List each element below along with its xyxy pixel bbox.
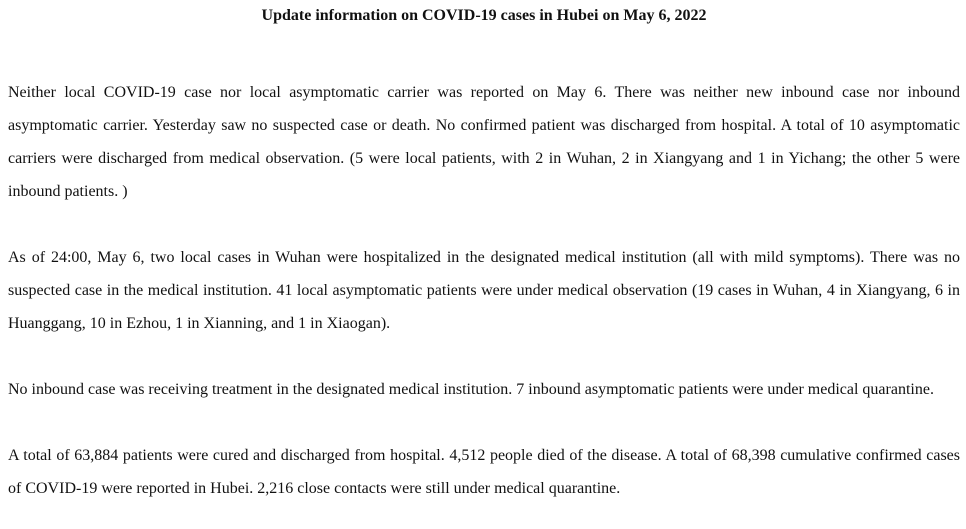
paragraph-cumulative-totals: A total of 63,884 patients were cured and discharged from hospital. 4,512 people died of the disease. A total of 68,398 cumulative confirmed cases of COVID-19 were reported in Hubei. 2,216 close contacts were still under medical quarantine. (8, 447, 960, 497)
paragraph-inbound-status: No inbound case was receiving treatment in the designated medical institution. 7 inbound asymptomatic patients were under medical quarantine. (8, 381, 934, 398)
paragraph-daily-report: Neither local COVID-19 case nor local asymptomatic carrier was reported on May 6. There was neither new inbound case nor inbound asymptomatic carrier. Yesterday saw no suspected case or death. No confirmed patient was discharged from hospital. A total of 10 asymptomatic carriers were discharged from medical observation. (5 were local patients, with 2 in Wuhan, 2 in Xiangyang and 1 in Yichang; the other 5 were inbound patients. ) (8, 84, 960, 200)
document-title: Update information on COVID-19 cases in Hubei on May 6, 2022 (261, 7, 707, 24)
paragraph-hospitalized-status: As of 24:00, May 6, two local cases in Wuhan were hospitalized in the designated medical institution (all with mild symptoms). There was no suspected case in the medical institution. 41 local asymptomatic patients were under medical observation (19 cases in Wuhan, 4 in Xiangyang, 6 in Huanggang, 10 in Ezhou, 1 in Xianning, and 1 in Xiaogan). (8, 249, 960, 332)
